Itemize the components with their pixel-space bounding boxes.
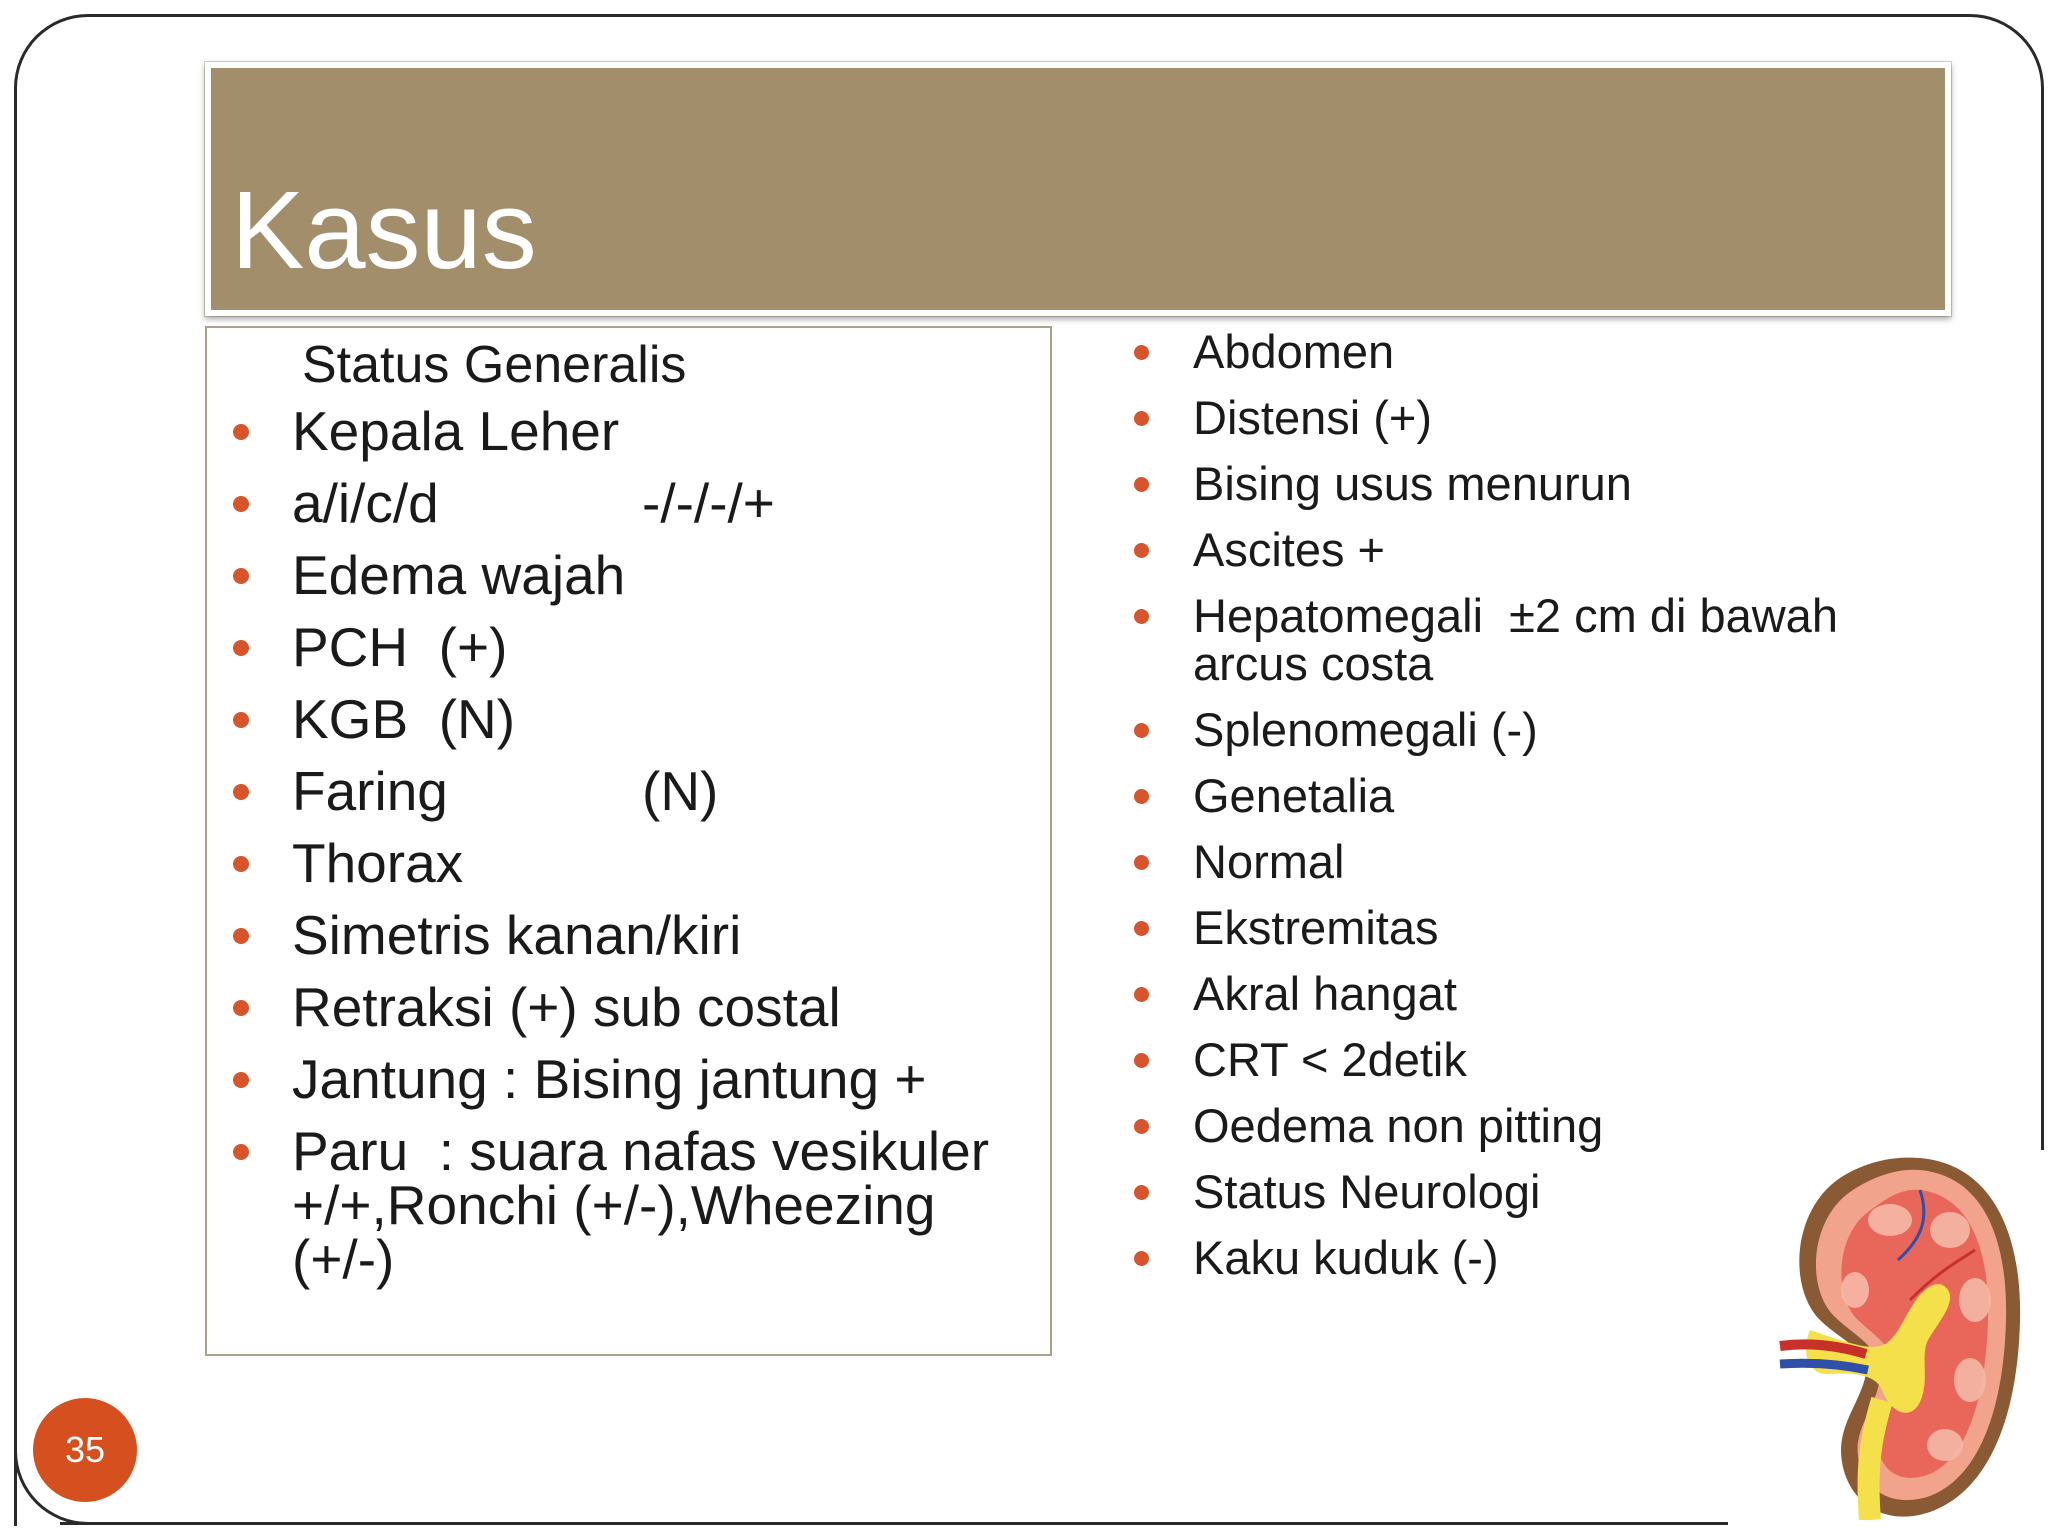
list-item [1130, 769, 2010, 822]
item-label: Jantung : Bising jantung + [292, 1048, 927, 1110]
item-label: CRT < 2detik [1193, 1033, 1467, 1086]
bullet-icon [1134, 345, 1149, 360]
slide-title: Kasus [231, 169, 537, 292]
item-label: Ekstremitas [1193, 901, 1439, 954]
list-item [207, 544, 1027, 606]
bullet-icon [1134, 921, 1149, 936]
bullet-icon [233, 712, 249, 728]
list-item [1130, 703, 2010, 756]
item-label: Paru : suara nafas vesikuler +/+,Ronchi (+/-),Wheezing (+/-) [292, 1120, 1005, 1290]
list-item [1130, 901, 2010, 954]
bullet-icon [233, 1072, 249, 1088]
list-item [207, 1048, 1027, 1110]
item-label: Abdomen [1193, 325, 1395, 378]
item-label: Oedema non pitting [1193, 1099, 1604, 1152]
list-item [1130, 589, 1953, 690]
bullet-icon [1134, 987, 1149, 1002]
status-generalis-list [207, 400, 1027, 1304]
item-label: PCH (+) [292, 616, 508, 678]
item-label: KGB (N) [292, 688, 516, 750]
list-item [1130, 835, 2010, 888]
list-item [1130, 1099, 2010, 1152]
item-label: Retraksi (+) sub costal [292, 976, 841, 1038]
item-label: Thorax [292, 832, 464, 894]
item-label: Edema wajah [292, 544, 626, 606]
list-item [1130, 391, 2010, 444]
item-label: Kaku kuduk (-) [1193, 1231, 1499, 1284]
bullet-icon [1134, 723, 1149, 738]
bullet-icon [1134, 609, 1149, 624]
list-item [1130, 967, 2010, 1020]
list-item [207, 1120, 1027, 1290]
slide-frame-mask [2030, 1150, 2048, 1536]
status-generalis-heading: Status Generalis [302, 336, 687, 394]
list-item [207, 472, 1027, 534]
list-item [207, 832, 1027, 894]
kidney-icon [1770, 1150, 2030, 1520]
item-value: -/-/-/+ [642, 472, 775, 534]
bullet-icon [1134, 1053, 1149, 1068]
list-item [207, 616, 1027, 678]
bullet-icon [233, 856, 249, 872]
list-item [207, 976, 1027, 1038]
item-label: Simetris kanan/kiri [292, 904, 742, 966]
list-item [1130, 523, 2010, 576]
item-label: Genetalia [1193, 769, 1395, 822]
bullet-icon [1134, 477, 1149, 492]
title-bar [205, 62, 1951, 316]
item-value: (N) [642, 760, 719, 822]
list-item [207, 400, 1027, 462]
bullet-icon [233, 640, 249, 656]
item-label: Kepala Leher [292, 400, 620, 462]
bullet-icon [233, 784, 249, 800]
status-generalis-box [205, 326, 1052, 1356]
bullet-icon [1134, 1251, 1149, 1266]
bullet-icon [1134, 543, 1149, 558]
bullet-icon [233, 1144, 249, 1160]
item-label: a/i/c/d [292, 472, 439, 534]
list-item [1130, 1033, 2010, 1086]
bullet-icon [1134, 789, 1149, 804]
item-label: Normal [1193, 835, 1345, 888]
bullet-icon [1134, 411, 1149, 426]
item-label: Status Neurologi [1193, 1165, 1541, 1218]
item-label: Akral hangat [1193, 967, 1457, 1020]
bullet-icon [233, 424, 249, 440]
bullet-icon [233, 1000, 249, 1016]
item-label: Splenomegali (-) [1193, 703, 1538, 756]
list-item [207, 760, 1027, 822]
item-label: Bising usus menurun [1193, 457, 1632, 510]
list-item [1130, 325, 2010, 378]
bullet-icon [233, 928, 249, 944]
page-number-badge: 35 [33, 1398, 137, 1502]
bullet-icon [1134, 855, 1149, 870]
item-label: Hepatomegali ±2 cm di bawah arcus costa [1193, 589, 1852, 690]
list-item [207, 904, 1027, 966]
bullet-icon [233, 568, 249, 584]
list-item [1130, 457, 2010, 510]
bullet-icon [233, 496, 249, 512]
bullet-icon [1134, 1119, 1149, 1134]
list-item [207, 688, 1027, 750]
item-label: Distensi (+) [1193, 391, 1432, 444]
item-label: Faring [292, 760, 448, 822]
slide-frame-bottom [60, 1522, 1728, 1525]
bullet-icon [1134, 1185, 1149, 1200]
item-label: Ascites + [1193, 523, 1385, 576]
